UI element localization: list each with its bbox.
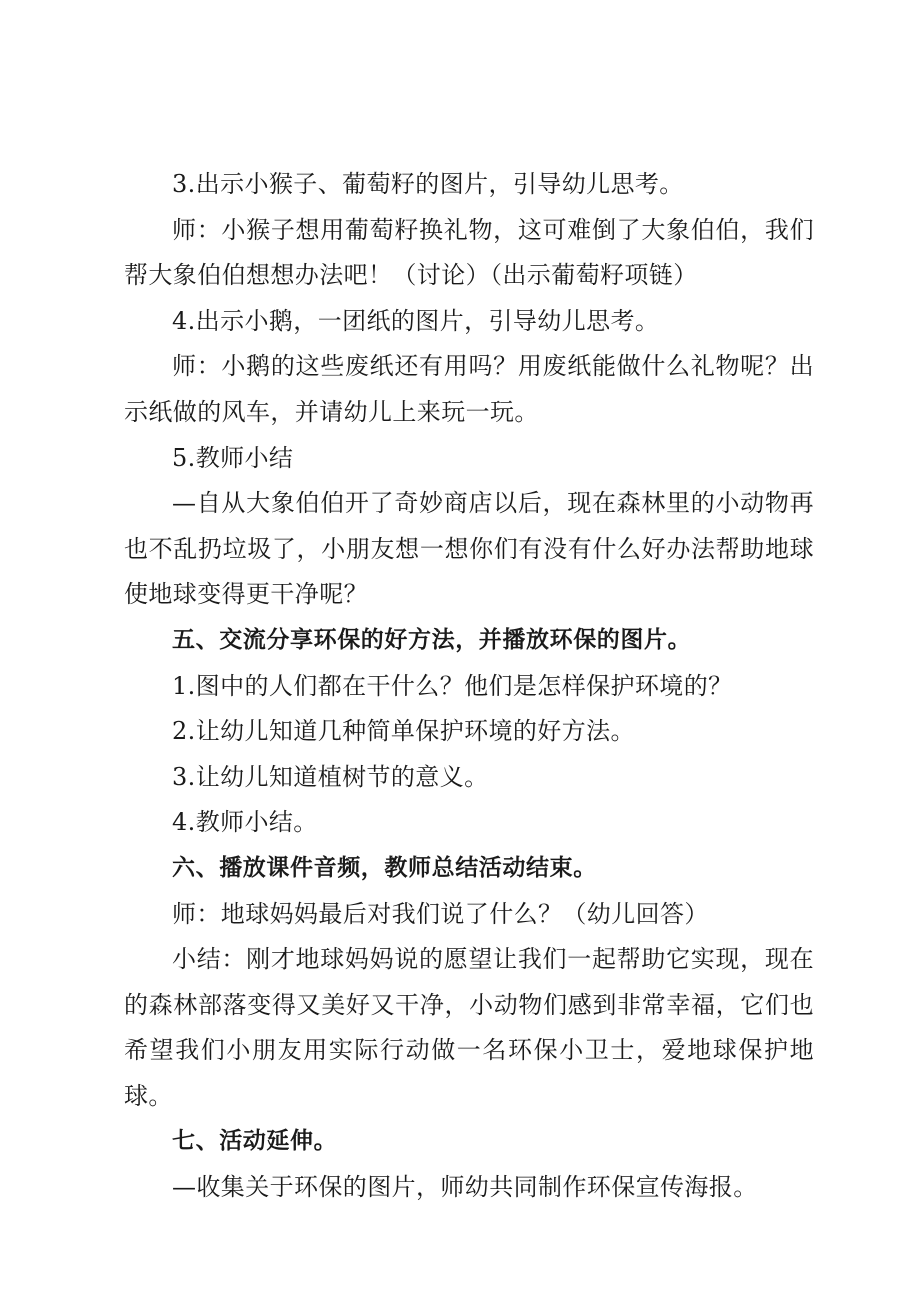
summary-forest-store: —自从大象伯伯开了奇妙商店以后，现在森林里的小动物再也不乱扔垃圾了，小朋友想一想你们有没有什么好办法帮助地球使地球变得更干净呢？ [124,489,814,609]
section-6-heading: 六、播放课件音频，教师总结活动结束。 [172,854,597,881]
section-5-heading: 五、交流分享环保的好方法，并播放环保的图片。 [172,626,692,653]
extension-poster: —收集关于环保的图片，师幼共同制作环保宣传海报。 [172,1173,758,1202]
item-1-people: 1.图中的人们都在干什么？他们是怎样保护环境的？ [172,671,733,700]
step-4-goose: 4.出示小鹅，一团纸的图片，引导幼儿思考。 [172,306,660,335]
item-4-summary: 4.教师小结。 [172,808,318,837]
teacher-monkey-gift: 师：小猴子想用葡萄籽换礼物，这可难倒了大象伯伯，我们帮大象伯伯想想办法吧！（讨论）（出示葡萄籽项链） [124,215,814,290]
section-7-heading: 七、活动延伸。 [172,1128,338,1155]
step-3-monkey: 3.出示小猴子、葡萄籽的图片，引导幼儿思考。 [172,170,684,198]
item-3-arbor-day: 3.让幼儿知道植树节的意义。 [172,762,489,791]
document-body [124,162,814,1211]
teacher-waste-paper: 师：小鹅的这些废纸还有用吗？用废纸能做什么礼物呢？出示纸做的风车，并请幼儿上来玩一玩。 [124,352,814,426]
closing-summary: 小结：刚才地球妈妈说的愿望让我们一起帮助它实现，现在的森林部落变得又美好又干净，小动物们感到非常幸福，它们也希望我们小朋友用实际行动做一名环保小卫士，爱地球保护地球。 [124,945,814,1110]
step-5-summary: 5.教师小结 [172,443,294,472]
teacher-earth-mother: 师：地球妈妈最后对我们说了什么？（幼儿回答） [172,899,709,928]
item-2-methods: 2.让幼儿知道几种简单保护环境的好方法。 [172,717,635,746]
